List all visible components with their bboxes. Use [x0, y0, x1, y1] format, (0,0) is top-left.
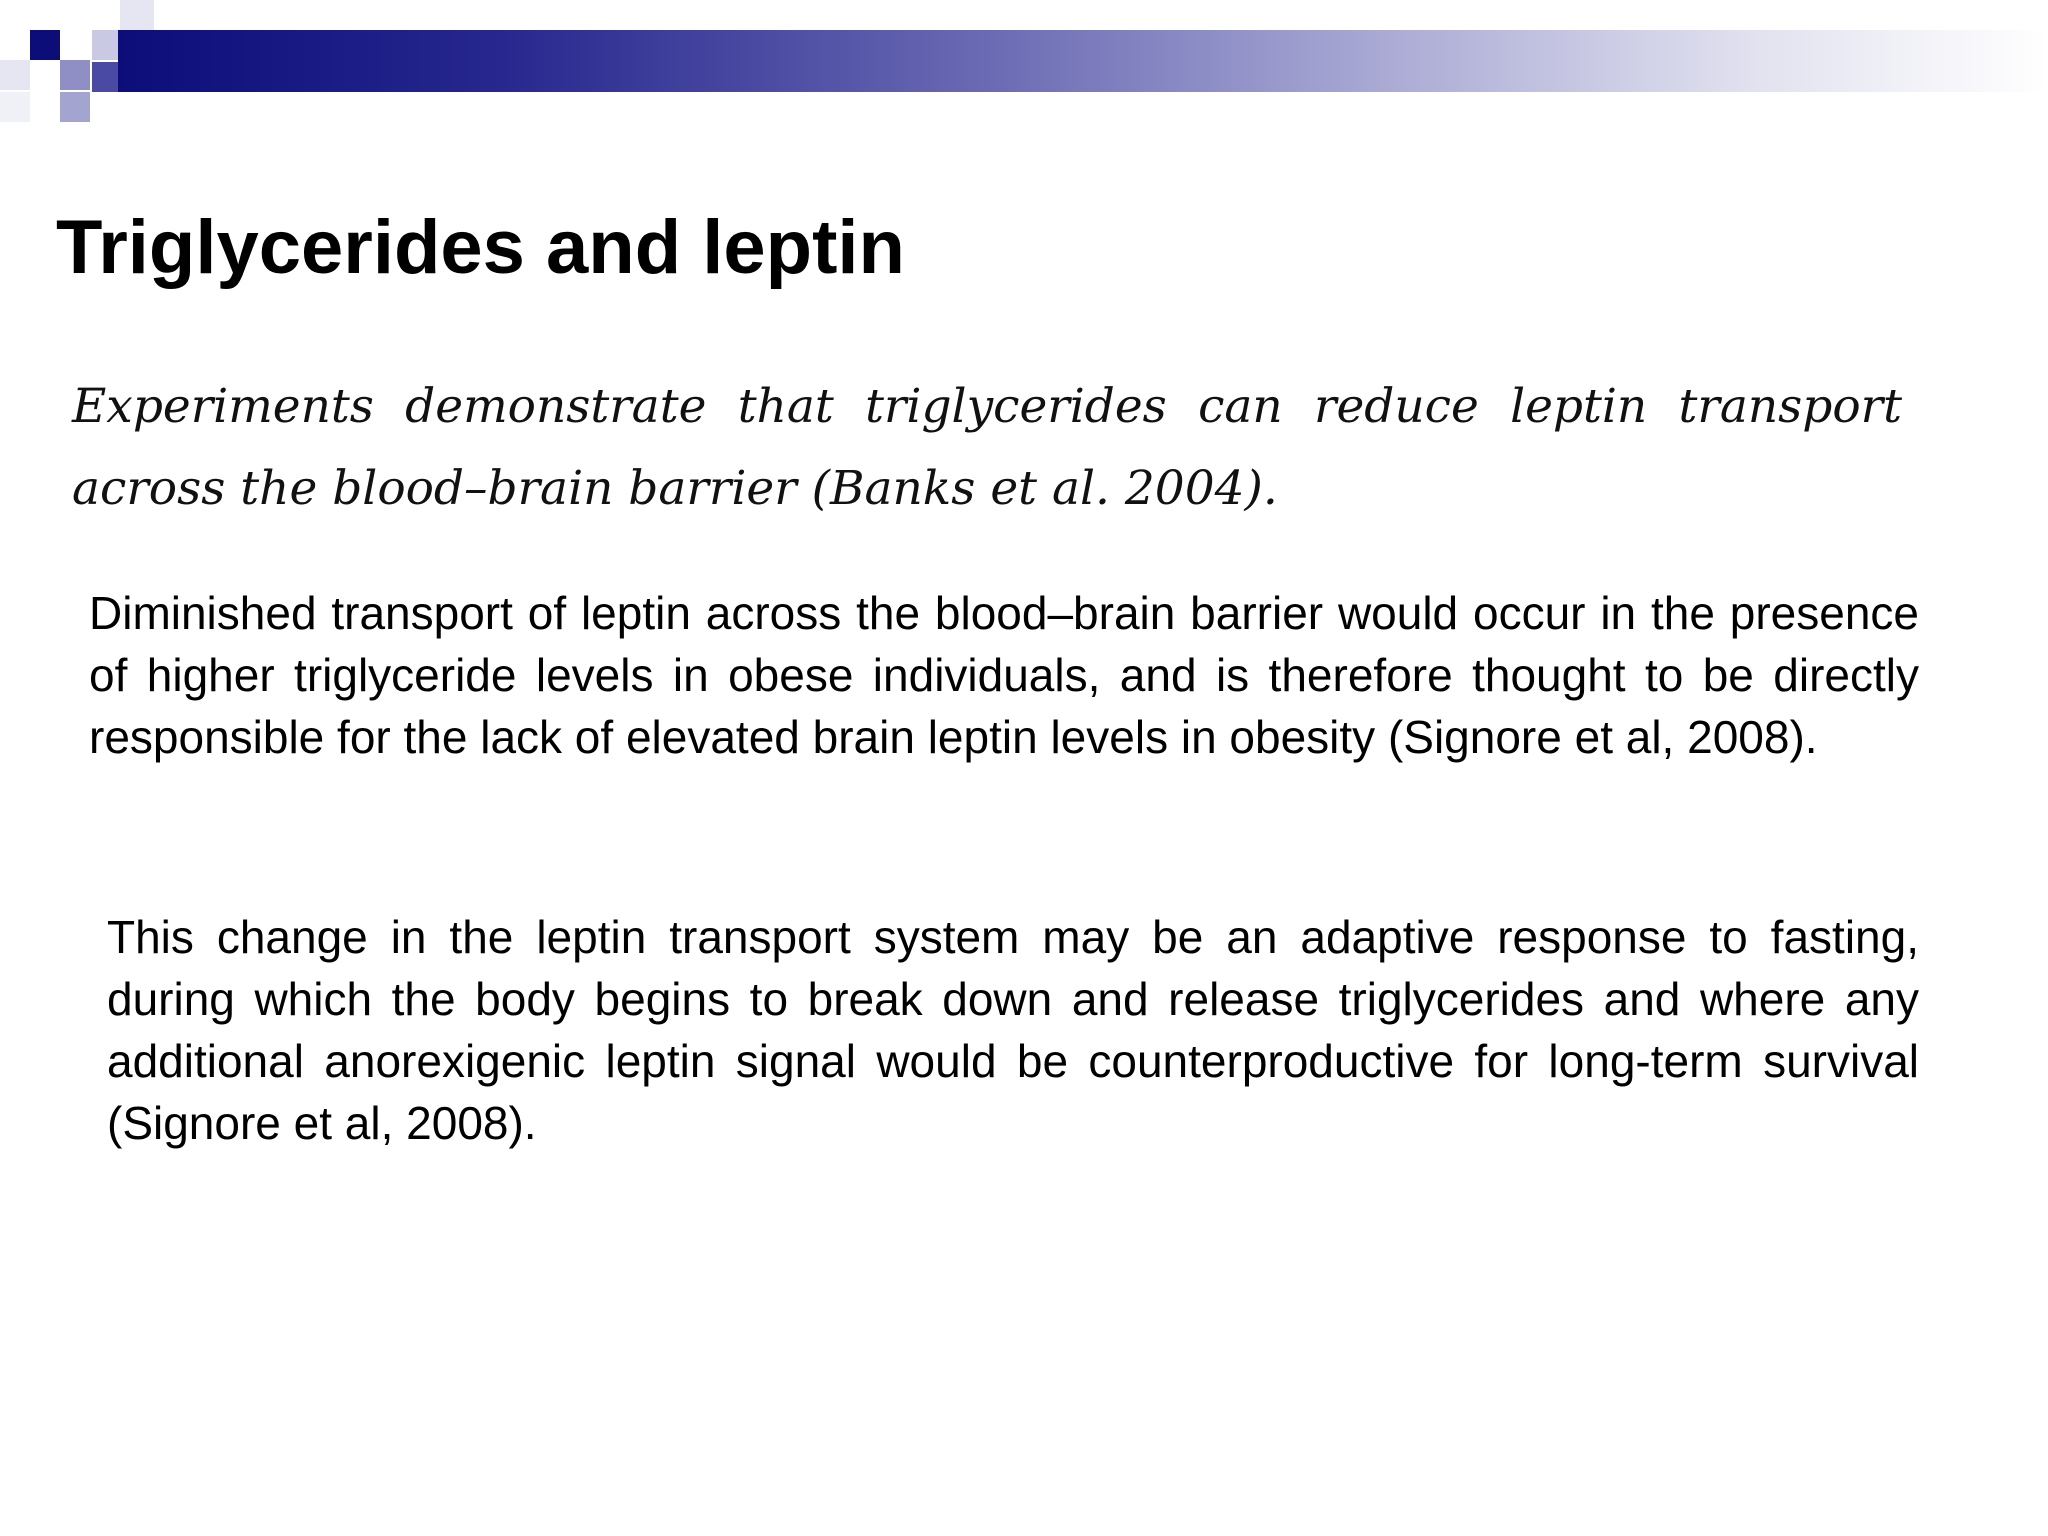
body-paragraph-2: This change in the leptin transport system may be an adaptive response to fasting, during which the body begins to break down and release triglycerides and where any additional anorexigenic leptin signal would be counterproductive for long-term survival (Signore et al, 2008). — [107, 911, 1919, 1149]
decor-square — [0, 92, 30, 122]
decor-square — [0, 60, 30, 90]
slide-title: Triglycerides and leptin — [56, 205, 905, 290]
intro-text: Experiments demonstrate that triglycerides can reduce leptin transport across the blood–brain barrier (Banks et al. 2004). — [72, 379, 1902, 516]
decor-square — [30, 30, 60, 60]
header-gradient-bar — [118, 30, 2048, 92]
decor-square — [120, 0, 154, 30]
decor-square — [60, 60, 90, 90]
decor-square — [60, 92, 90, 122]
body-paragraph-1: Diminished transport of leptin across the blood–brain barrier would occur in the presence of higher triglyceride levels in obese individuals, and is therefore thought to be directly responsible for the lack of elevated brain leptin levels in obesity (Signore et al, 2008). — [89, 587, 1919, 763]
